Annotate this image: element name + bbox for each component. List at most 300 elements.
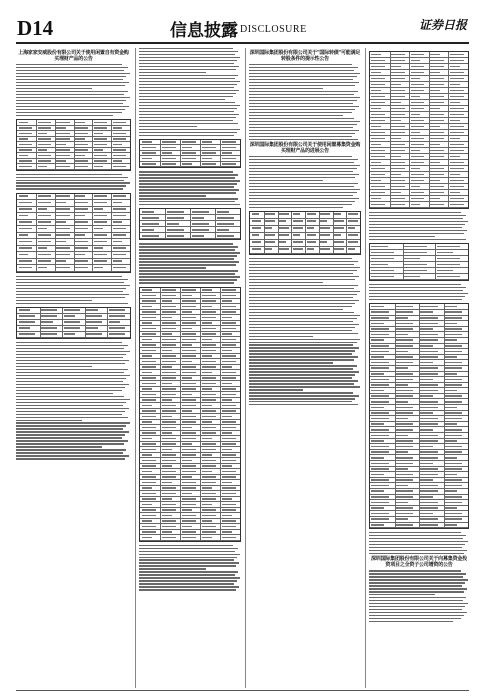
table-cell — [430, 84, 444, 86]
table-cell — [202, 350, 216, 352]
table-cell — [202, 504, 212, 506]
text-line — [16, 434, 125, 435]
table-cell — [113, 122, 126, 124]
column-2 — [139, 48, 241, 592]
text-line — [139, 252, 240, 253]
table-cell — [411, 198, 425, 200]
table-cell — [75, 260, 88, 262]
page-header — [0, 0, 484, 42]
text-line — [16, 303, 128, 304]
table-cell — [56, 122, 69, 124]
text-line — [139, 93, 236, 94]
table-cell — [371, 276, 394, 278]
text-line — [249, 109, 355, 110]
table-cell — [437, 246, 460, 248]
article-title: 上海家家安威股份有限公司关于使用闲置自有资金购买理财产品的公告 — [18, 50, 129, 62]
text-line — [139, 264, 236, 265]
table-cell — [371, 356, 383, 358]
table-cell — [162, 515, 172, 517]
table-cell — [371, 423, 383, 425]
table-cell — [371, 252, 394, 254]
text-line — [139, 99, 225, 100]
table-cell — [307, 227, 314, 229]
table-cell — [252, 248, 262, 250]
table-cell — [430, 54, 440, 56]
table-cell — [167, 223, 180, 225]
text-line — [249, 306, 352, 307]
text-line — [139, 565, 236, 566]
table-cell — [64, 327, 80, 329]
table-cell — [94, 241, 107, 243]
table-cell — [420, 351, 437, 353]
text-line — [249, 374, 355, 375]
table-cell — [222, 366, 232, 368]
table-cell — [445, 435, 462, 437]
table-cell — [430, 156, 444, 158]
text-line — [369, 541, 468, 542]
table-cell — [222, 361, 236, 363]
table-cell — [371, 373, 383, 375]
table-cell — [182, 158, 196, 160]
text-line — [369, 621, 453, 622]
table-cell — [396, 423, 413, 425]
table-cell — [371, 524, 383, 526]
text-line — [16, 345, 128, 346]
table-cell — [371, 317, 388, 319]
table-cell — [202, 361, 216, 363]
table-cell — [162, 498, 172, 500]
table-cell — [371, 132, 385, 134]
table-cell — [404, 258, 420, 260]
table-cell — [450, 54, 464, 56]
table-cell — [142, 306, 152, 308]
text-line — [16, 381, 123, 382]
table-cell — [109, 309, 125, 311]
table-cell — [420, 345, 432, 347]
table-cell — [222, 487, 236, 489]
table-cell — [162, 460, 176, 462]
table-cell — [450, 144, 464, 146]
table-cell — [371, 451, 388, 453]
text-line — [139, 192, 236, 193]
table-cell — [56, 267, 69, 269]
table-cell — [38, 160, 51, 162]
text-line — [139, 559, 234, 560]
table-cell — [202, 311, 216, 313]
table-cell — [445, 384, 462, 386]
table-cell — [445, 496, 462, 498]
table-cell — [182, 141, 196, 143]
table-cell — [420, 367, 437, 369]
text-line — [139, 63, 234, 64]
text-line — [249, 186, 354, 187]
table-cell — [371, 311, 388, 313]
table-cell — [38, 133, 47, 135]
table-cell — [371, 66, 385, 68]
text-line — [16, 88, 92, 89]
table-cell — [38, 260, 51, 262]
table-cell — [420, 463, 432, 465]
table-cell — [222, 443, 236, 445]
table-cell — [162, 416, 172, 418]
table-cell — [182, 388, 196, 390]
table-cell — [182, 410, 192, 412]
table-cell — [182, 394, 192, 396]
table-cell — [182, 438, 196, 440]
text-line — [139, 261, 239, 262]
table-cell — [334, 234, 341, 236]
table-cell — [19, 144, 32, 146]
table-cell — [445, 395, 462, 397]
table-cell — [371, 264, 387, 266]
table-cell — [371, 102, 385, 104]
text-line — [249, 356, 358, 357]
text-line — [16, 291, 123, 292]
table-cell — [38, 254, 51, 256]
table-cell — [192, 223, 210, 225]
table-cell — [202, 328, 216, 330]
table-cell — [142, 317, 156, 319]
table-cell — [371, 490, 383, 492]
table-cell — [420, 390, 437, 392]
table-cell — [445, 367, 462, 369]
text-line — [16, 174, 122, 175]
table-cell — [162, 295, 176, 297]
text-line — [139, 96, 233, 97]
text-line — [16, 387, 125, 388]
table-cell — [75, 155, 84, 157]
text-line — [369, 550, 467, 551]
text-line — [16, 449, 126, 450]
table-cell — [182, 289, 196, 291]
table-cell — [142, 531, 156, 533]
text-line — [16, 417, 128, 418]
table-cell — [307, 234, 317, 236]
table-cell — [420, 429, 432, 431]
table-cell — [162, 289, 176, 291]
table-cell — [19, 127, 32, 129]
table-cell — [450, 198, 464, 200]
table-cell — [411, 156, 425, 158]
table-cell — [19, 160, 32, 162]
table-cell — [430, 72, 440, 74]
table-cell — [222, 421, 236, 423]
table-cell — [192, 235, 205, 237]
text-line — [16, 446, 102, 447]
text-line — [139, 69, 236, 70]
table-cell — [445, 379, 462, 381]
table-cell — [182, 372, 196, 374]
text-line — [249, 195, 353, 196]
table-cell — [371, 345, 388, 347]
table-cell — [420, 311, 432, 313]
table-cell — [38, 166, 47, 168]
table-cell — [348, 241, 358, 243]
table-cell — [41, 327, 57, 329]
table-cell — [334, 248, 344, 250]
table-cell — [371, 328, 388, 330]
table-cell — [113, 202, 122, 204]
table-cell — [371, 126, 381, 128]
table-cell — [142, 454, 152, 456]
table-cell — [113, 221, 122, 223]
text-line — [16, 366, 92, 367]
table-cell — [182, 300, 196, 302]
text-line — [249, 353, 352, 354]
table-cell — [162, 520, 176, 522]
table-cell — [450, 150, 464, 152]
table-cell — [279, 234, 289, 236]
text-line — [16, 348, 124, 349]
text-line — [16, 363, 125, 364]
table-cell — [182, 471, 196, 473]
text-line — [249, 380, 358, 381]
table-cell — [396, 362, 413, 364]
text-line — [16, 437, 122, 438]
table-cell — [64, 321, 80, 323]
table-cell — [396, 379, 413, 381]
table-cell — [142, 372, 152, 374]
text-line — [16, 279, 128, 280]
text-line — [249, 300, 359, 301]
table-cell — [222, 520, 236, 522]
table-cell — [371, 258, 394, 260]
table-cell — [371, 156, 385, 158]
table-cell — [113, 144, 122, 146]
table-cell — [38, 215, 51, 217]
text-line — [249, 180, 323, 181]
table-cell — [411, 192, 425, 194]
table-cell — [396, 524, 413, 526]
table-cell — [222, 465, 232, 467]
table-cell — [420, 423, 437, 425]
text-line — [249, 258, 352, 259]
data-table — [369, 243, 469, 281]
table-cell — [420, 384, 437, 386]
table-cell — [222, 410, 236, 412]
table-cell — [445, 451, 462, 453]
table-cell — [265, 227, 272, 229]
table-cell — [162, 438, 176, 440]
table-cell — [202, 410, 216, 412]
table-cell — [430, 174, 444, 176]
text-line — [369, 299, 462, 300]
table-cell — [162, 399, 172, 401]
text-line — [16, 297, 125, 298]
table-cell — [371, 463, 388, 465]
table-cell — [430, 168, 444, 170]
table-cell — [420, 451, 437, 453]
table-cell — [142, 152, 156, 154]
table-cell — [142, 328, 156, 330]
table-cell — [86, 309, 97, 311]
table-cell — [371, 198, 381, 200]
text-line — [369, 582, 465, 583]
text-line — [139, 132, 237, 133]
table-cell — [202, 520, 212, 522]
text-line — [369, 597, 466, 598]
text-line — [369, 290, 463, 291]
table-cell — [445, 474, 457, 476]
table-cell — [411, 186, 421, 188]
table-cell — [113, 195, 126, 197]
table-cell — [202, 399, 216, 401]
table-cell — [202, 306, 212, 308]
table-cell — [56, 234, 69, 236]
table-cell — [371, 468, 388, 470]
table-cell — [450, 162, 464, 164]
table-cell — [371, 54, 381, 56]
text-line — [16, 106, 129, 107]
table-cell — [142, 333, 156, 335]
table-cell — [445, 351, 462, 353]
table-cell — [162, 158, 176, 160]
table-cell — [265, 213, 275, 215]
text-line — [249, 159, 358, 160]
table-cell — [411, 114, 421, 116]
text-line — [139, 554, 240, 555]
table-cell — [371, 246, 387, 248]
table-cell — [222, 438, 236, 440]
table-cell — [445, 524, 457, 526]
table-cell — [202, 317, 216, 319]
table-cell — [162, 482, 172, 484]
table-cell — [162, 163, 176, 165]
table-cell — [41, 321, 52, 323]
table-cell — [94, 247, 103, 249]
text-line — [16, 393, 113, 394]
table-cell — [445, 311, 462, 313]
table-cell — [307, 213, 317, 215]
table-cell — [348, 213, 358, 215]
text-line — [369, 233, 464, 234]
text-line — [16, 64, 122, 65]
table-cell — [75, 133, 88, 135]
table-cell — [293, 213, 300, 215]
table-cell — [391, 186, 405, 188]
table-cell — [75, 202, 88, 204]
table-cell — [182, 333, 196, 335]
table-cell — [41, 309, 57, 311]
table-cell — [396, 390, 413, 392]
table-cell — [182, 163, 192, 165]
table-cell — [450, 90, 464, 92]
table-cell — [142, 493, 156, 495]
text-line — [249, 297, 353, 298]
text-line — [16, 351, 130, 352]
text-line — [369, 603, 468, 604]
text-line — [249, 336, 313, 337]
table-cell — [391, 96, 405, 98]
table-cell — [391, 180, 405, 182]
text-line — [139, 243, 233, 244]
table-cell — [142, 229, 155, 231]
table-cell — [371, 192, 385, 194]
text-line — [369, 284, 461, 285]
table-cell — [217, 223, 235, 225]
table-cell — [142, 416, 156, 418]
text-line — [249, 112, 352, 113]
table-cell — [371, 114, 385, 116]
table-cell — [420, 496, 432, 498]
table-cell — [94, 149, 103, 151]
text-line — [139, 189, 239, 190]
table-cell — [371, 390, 383, 392]
text-line — [16, 420, 82, 421]
table-cell — [109, 315, 125, 317]
table-cell — [202, 432, 216, 434]
table-cell — [334, 220, 344, 222]
table-cell — [371, 513, 388, 515]
table-cell — [396, 351, 408, 353]
table-cell — [142, 141, 152, 143]
table-cell — [19, 166, 32, 168]
table-cell — [56, 241, 65, 243]
table-cell — [56, 221, 65, 223]
table-cell — [222, 300, 232, 302]
text-line — [369, 585, 462, 586]
table-cell — [75, 221, 88, 223]
table-cell — [396, 446, 413, 448]
table-cell — [142, 339, 152, 341]
table-cell — [142, 289, 152, 291]
table-cell — [202, 366, 216, 368]
text-line — [139, 548, 238, 549]
table-cell — [182, 366, 196, 368]
table-cell — [142, 147, 156, 149]
table-cell — [142, 482, 156, 484]
table-cell — [162, 300, 172, 302]
table-cell — [75, 144, 88, 146]
table-cell — [162, 311, 176, 313]
text-line — [249, 324, 359, 325]
table-cell — [252, 213, 259, 215]
table-cell — [334, 213, 341, 215]
table-cell — [279, 213, 289, 215]
table-cell — [265, 248, 272, 250]
table-cell — [222, 377, 236, 379]
table-cell — [396, 507, 413, 509]
table-cell — [411, 108, 425, 110]
table-cell — [56, 127, 65, 129]
table-cell — [75, 247, 88, 249]
table-cell — [142, 322, 152, 324]
text-line — [139, 568, 206, 569]
text-line — [249, 386, 360, 387]
table-cell — [19, 228, 32, 230]
table-cell — [371, 270, 394, 272]
table-cell — [445, 513, 462, 515]
table-cell — [391, 162, 405, 164]
table-cell — [142, 449, 156, 451]
table-cell — [371, 351, 388, 353]
table-cell — [162, 493, 176, 495]
table-cell — [391, 138, 401, 140]
table-cell — [222, 460, 236, 462]
text-line — [139, 78, 235, 79]
text-line — [16, 180, 124, 181]
text-line — [369, 618, 461, 619]
table-cell — [391, 66, 401, 68]
table-cell — [94, 138, 107, 140]
text-line — [139, 557, 237, 558]
table-cell — [142, 537, 152, 539]
table-cell — [396, 412, 413, 414]
table-cell — [371, 144, 381, 146]
table-cell — [222, 449, 232, 451]
article-title: 深圳国际集团股份有限公司关于使用闲置募集资金购买理财产品的进展公告 — [249, 141, 361, 154]
table-cell — [420, 306, 437, 308]
